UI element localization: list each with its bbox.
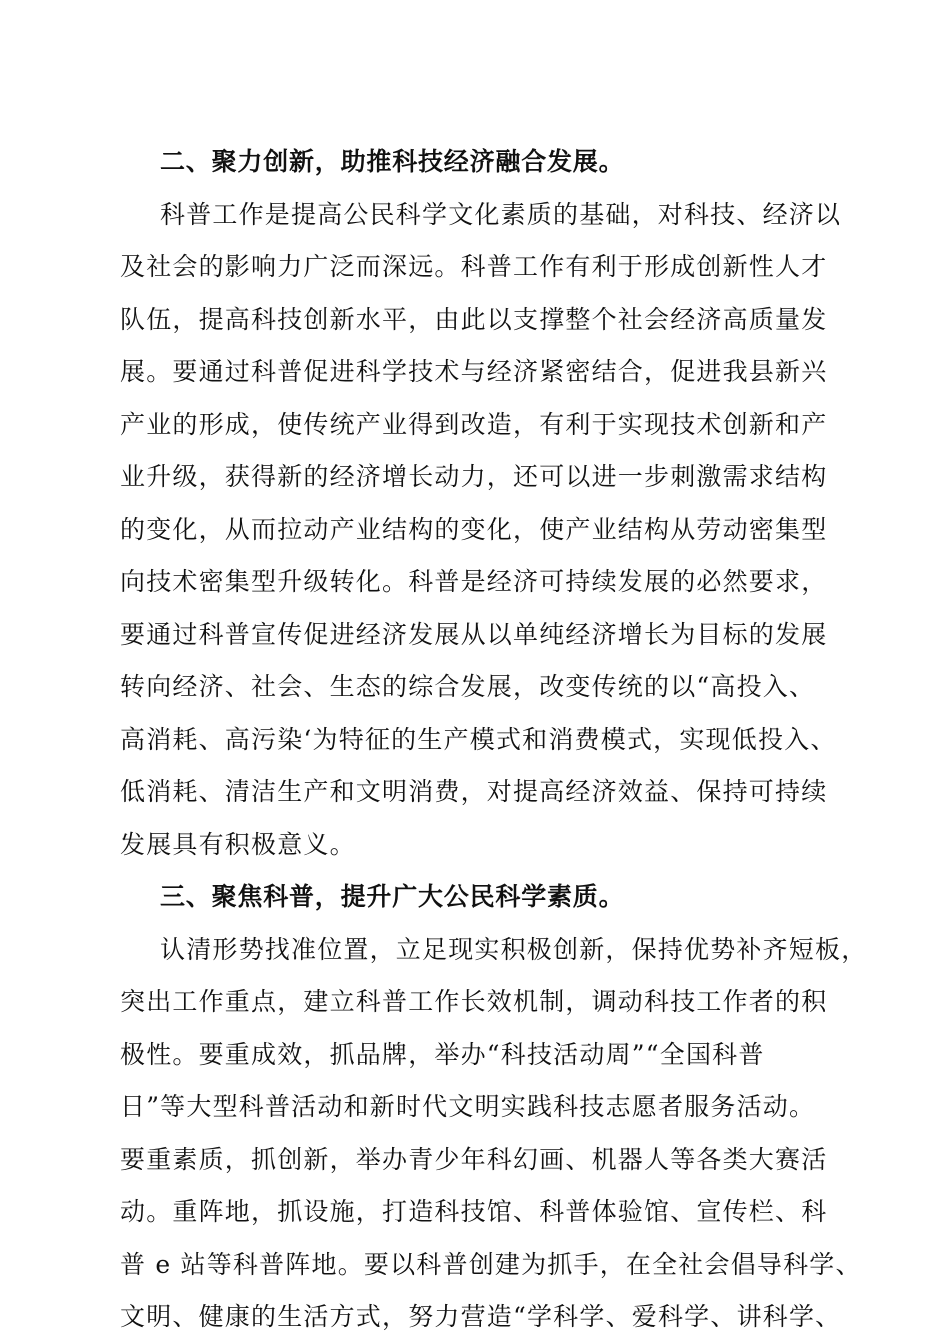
paragraph-line: 普 e 站等科普阵地。要以科普创建为抓手，在全社会倡导科学、	[120, 1249, 862, 1279]
section-heading: 二、聚力创新，助推科技经济融合发展。	[160, 147, 625, 176]
paragraph-line: 突出工作重点，建立科普工作长效机制，调动科技工作者的积	[120, 987, 828, 1016]
paragraph-line: 认清形势找准位置，立足现实积极创新，保持优势补齐短板，	[160, 934, 868, 964]
paragraph-line: 的变化，从而拉动产业结构的变化，使产业结构从劳动密集型	[120, 514, 828, 544]
paragraph-line: 极性。要重成效，抓品牌，举办“科技活动周”“全国科普	[120, 1039, 765, 1069]
paragraph-line: 文明、健康的生活方式，努力营造“学科学、爱科学、讲科学、	[120, 1302, 842, 1331]
paragraph-line: 转向经济、社会、生态的综合发展，改变传统的以“高投入、	[120, 672, 816, 701]
paragraph-line: 要通过科普宣传促进经济发展从以单纯经济增长为目标的发展	[120, 619, 828, 649]
paragraph-line: 及社会的影响力广泛而深远。科普工作有利于形成创新性人才	[120, 252, 828, 281]
section-heading: 三、聚焦科普，提升广大公民科学素质。	[160, 882, 625, 911]
paragraph-line: 产业的形成，使传统产业得到改造，有利于实现技术创新和产	[120, 409, 828, 439]
paragraph-line: 业升级，获得新的经济增长动力，还可以进一步刺激需求结构	[120, 462, 828, 491]
paragraph-line: 动。重阵地，抓设施，打造科技馆、科普体验馆、宣传栏、科	[120, 1197, 828, 1226]
paragraph-line: 向技术密集型升级转化。科普是经济可持续发展的必然要求，	[120, 567, 828, 596]
paragraph-line: 科普工作是提高公民科学文化素质的基础，对科技、经济以	[160, 199, 842, 229]
paragraph-line: 要重素质，抓创新，举办青少年科幻画、机器人等各类大赛活	[120, 1144, 828, 1174]
paragraph-line: 展。要通过科普促进科学技术与经济紧密结合，促进我县新兴	[120, 357, 828, 386]
document-body	[120, 136, 868, 1344]
paragraph-line: 队伍，提高科技创新水平，由此以支撑整个社会经济高质量发	[120, 304, 828, 334]
paragraph-line: 发展具有积极意义。	[120, 829, 356, 859]
paragraph-line: 高消耗、高污染‘为特征的生产模式和消费模式，实现低投入、	[120, 724, 837, 754]
paragraph-line: 低消耗、清洁生产和文明消费，对提高经济效益、保持可持续	[120, 777, 828, 806]
paragraph-line: 日”等大型科普活动和新时代文明实践科技志愿者服务活动。	[120, 1092, 816, 1121]
